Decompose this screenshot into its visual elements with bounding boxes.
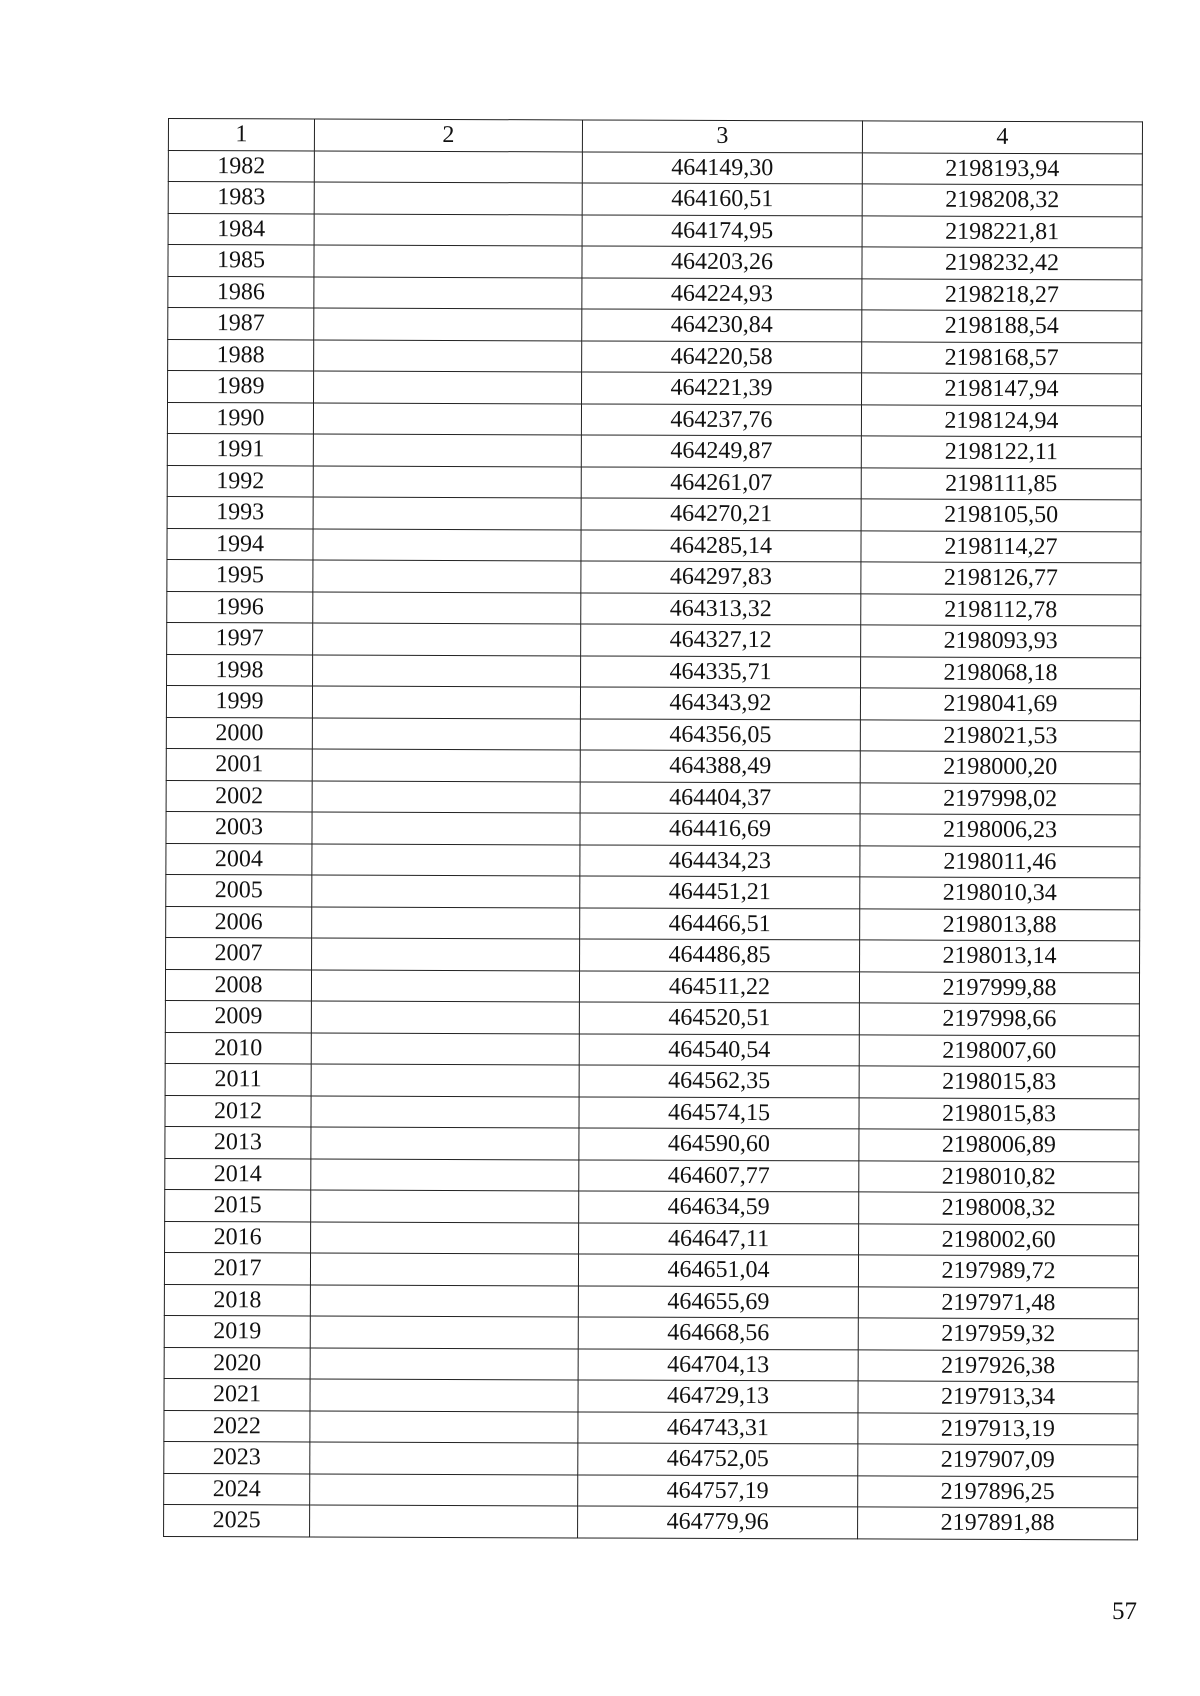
header-cell-2: 2 bbox=[314, 119, 582, 151]
point-number-cell: 2009 bbox=[165, 1000, 311, 1032]
point-number-cell: 2022 bbox=[164, 1410, 310, 1442]
y-coordinate-cell: 2198122,11 bbox=[861, 436, 1141, 468]
empty-cell bbox=[313, 560, 581, 592]
table-row bbox=[167, 591, 1141, 626]
x-coordinate-cell: 464729,13 bbox=[578, 1380, 858, 1412]
point-number-cell: 1987 bbox=[168, 308, 314, 340]
y-coordinate-cell: 2198015,83 bbox=[859, 1097, 1139, 1129]
x-coordinate-cell: 464757,19 bbox=[578, 1474, 858, 1506]
table-row bbox=[166, 811, 1140, 846]
table-row bbox=[166, 717, 1140, 752]
y-coordinate-cell: 2197926,38 bbox=[858, 1349, 1138, 1381]
x-coordinate-cell: 464343,92 bbox=[580, 687, 860, 719]
table-row bbox=[165, 1095, 1139, 1130]
point-number-cell: 2025 bbox=[164, 1504, 310, 1536]
empty-cell bbox=[312, 749, 580, 781]
empty-cell bbox=[311, 1033, 579, 1065]
table-row bbox=[164, 1252, 1138, 1287]
point-number-cell: 2004 bbox=[166, 843, 312, 875]
point-number-cell: 2015 bbox=[165, 1189, 311, 1221]
table-row bbox=[164, 1504, 1138, 1539]
point-number-cell: 2000 bbox=[166, 717, 312, 749]
x-coordinate-cell: 464647,11 bbox=[579, 1222, 859, 1254]
y-coordinate-cell: 2198021,53 bbox=[860, 719, 1140, 751]
empty-cell bbox=[314, 182, 582, 214]
point-number-cell: 1989 bbox=[168, 371, 314, 403]
page-number: 57 bbox=[1112, 1598, 1137, 1625]
x-coordinate-cell: 464261,07 bbox=[581, 466, 861, 498]
y-coordinate-cell: 2198208,32 bbox=[862, 184, 1142, 216]
table-row bbox=[167, 622, 1141, 657]
y-coordinate-cell: 2198114,27 bbox=[861, 530, 1141, 562]
y-coordinate-cell: 2198010,82 bbox=[859, 1160, 1139, 1192]
table-row bbox=[165, 1189, 1139, 1224]
table-row bbox=[164, 1378, 1138, 1413]
table-row bbox=[164, 1473, 1138, 1508]
point-number-cell: 1997 bbox=[167, 622, 313, 654]
table-row bbox=[165, 1158, 1139, 1193]
x-coordinate-cell: 464486,85 bbox=[580, 939, 860, 971]
point-number-cell: 2020 bbox=[164, 1347, 310, 1379]
empty-cell bbox=[311, 1222, 579, 1254]
empty-cell bbox=[314, 214, 582, 246]
table-header bbox=[168, 119, 1142, 154]
y-coordinate-cell: 2198188,54 bbox=[862, 310, 1142, 342]
table-row bbox=[166, 937, 1140, 972]
x-coordinate-cell: 464327,12 bbox=[581, 624, 861, 656]
empty-cell bbox=[314, 151, 582, 183]
y-coordinate-cell: 2197999,88 bbox=[859, 971, 1139, 1003]
table-row bbox=[165, 1063, 1139, 1098]
empty-cell bbox=[314, 340, 582, 372]
table-row bbox=[166, 906, 1140, 941]
x-coordinate-cell: 464404,37 bbox=[580, 781, 860, 813]
y-coordinate-cell: 2198002,60 bbox=[859, 1223, 1139, 1255]
point-number-cell: 2017 bbox=[164, 1252, 310, 1284]
empty-cell bbox=[313, 466, 581, 498]
y-coordinate-cell: 2198006,89 bbox=[859, 1129, 1139, 1161]
table-row bbox=[168, 308, 1142, 343]
empty-cell bbox=[312, 907, 580, 939]
empty-cell bbox=[310, 1348, 578, 1380]
empty-cell bbox=[311, 1159, 579, 1191]
empty-cell bbox=[311, 970, 579, 1002]
y-coordinate-cell: 2198010,34 bbox=[860, 877, 1140, 909]
y-coordinate-cell: 2197913,34 bbox=[858, 1381, 1138, 1413]
x-coordinate-cell: 464285,14 bbox=[581, 529, 861, 561]
x-coordinate-cell: 464224,93 bbox=[582, 277, 862, 309]
empty-cell bbox=[313, 434, 581, 466]
y-coordinate-cell: 2197891,88 bbox=[858, 1507, 1138, 1539]
table-row bbox=[165, 1126, 1139, 1161]
y-coordinate-cell: 2198126,77 bbox=[861, 562, 1141, 594]
coordinates-table bbox=[163, 118, 1143, 1540]
table-row bbox=[164, 1315, 1138, 1350]
header-cell-3: 3 bbox=[582, 120, 862, 152]
empty-cell bbox=[314, 371, 582, 403]
point-number-cell: 2024 bbox=[164, 1473, 310, 1505]
table-row bbox=[168, 245, 1142, 280]
x-coordinate-cell: 464313,32 bbox=[581, 592, 861, 624]
point-number-cell: 2001 bbox=[166, 748, 312, 780]
empty-cell bbox=[310, 1474, 578, 1506]
table-row bbox=[168, 150, 1142, 185]
y-coordinate-cell: 2197971,48 bbox=[858, 1286, 1138, 1318]
empty-cell bbox=[314, 245, 582, 277]
x-coordinate-cell: 464511,22 bbox=[579, 970, 859, 1002]
empty-cell bbox=[314, 308, 582, 340]
table-row bbox=[167, 402, 1141, 437]
point-number-cell: 2003 bbox=[166, 811, 312, 843]
point-number-cell: 1995 bbox=[167, 559, 313, 591]
point-number-cell: 1993 bbox=[167, 496, 313, 528]
empty-cell bbox=[313, 403, 581, 435]
empty-cell bbox=[310, 1411, 578, 1443]
y-coordinate-cell: 2198112,78 bbox=[861, 593, 1141, 625]
empty-cell bbox=[311, 1001, 579, 1033]
empty-cell bbox=[312, 812, 580, 844]
x-coordinate-cell: 464607,77 bbox=[579, 1159, 859, 1191]
empty-cell bbox=[312, 781, 580, 813]
empty-cell bbox=[314, 277, 582, 309]
y-coordinate-cell: 2198013,88 bbox=[860, 908, 1140, 940]
empty-cell bbox=[310, 1316, 578, 1348]
x-coordinate-cell: 464451,21 bbox=[580, 876, 860, 908]
x-coordinate-cell: 464221,39 bbox=[582, 372, 862, 404]
point-number-cell: 2014 bbox=[165, 1158, 311, 1190]
table-row bbox=[167, 433, 1141, 468]
empty-cell bbox=[313, 592, 581, 624]
point-number-cell: 2021 bbox=[164, 1378, 310, 1410]
table-row bbox=[166, 685, 1140, 720]
y-coordinate-cell: 2198041,69 bbox=[860, 688, 1140, 720]
table-row bbox=[166, 780, 1140, 815]
table-row bbox=[168, 276, 1142, 311]
y-coordinate-cell: 2198221,81 bbox=[862, 215, 1142, 247]
table-row bbox=[168, 339, 1142, 374]
header-cell-4: 4 bbox=[862, 121, 1142, 153]
x-coordinate-cell: 464249,87 bbox=[581, 435, 861, 467]
empty-cell bbox=[311, 1190, 579, 1222]
empty-cell bbox=[312, 938, 580, 970]
y-coordinate-cell: 2197998,66 bbox=[859, 1003, 1139, 1035]
table-row bbox=[165, 1000, 1139, 1035]
point-number-cell: 2016 bbox=[165, 1221, 311, 1253]
point-number-cell: 1990 bbox=[167, 402, 313, 434]
y-coordinate-cell: 2197959,32 bbox=[858, 1318, 1138, 1350]
point-number-cell: 2008 bbox=[165, 969, 311, 1001]
point-number-cell: 1982 bbox=[168, 150, 314, 182]
table-body bbox=[164, 150, 1143, 1539]
x-coordinate-cell: 464356,05 bbox=[580, 718, 860, 750]
empty-cell bbox=[312, 875, 580, 907]
table-row bbox=[165, 1032, 1139, 1067]
empty-cell bbox=[313, 529, 581, 561]
x-coordinate-cell: 464434,23 bbox=[580, 844, 860, 876]
empty-cell bbox=[313, 497, 581, 529]
point-number-cell: 2023 bbox=[164, 1441, 310, 1473]
y-coordinate-cell: 2198111,85 bbox=[861, 467, 1141, 499]
x-coordinate-cell: 464574,15 bbox=[579, 1096, 859, 1128]
point-number-cell: 1985 bbox=[168, 245, 314, 277]
point-number-cell: 1984 bbox=[168, 213, 314, 245]
y-coordinate-cell: 2198008,32 bbox=[859, 1192, 1139, 1224]
x-coordinate-cell: 464270,21 bbox=[581, 498, 861, 530]
x-coordinate-cell: 464203,26 bbox=[582, 246, 862, 278]
y-coordinate-cell: 2198011,46 bbox=[860, 845, 1140, 877]
table-row bbox=[164, 1284, 1138, 1319]
empty-cell bbox=[310, 1442, 578, 1474]
y-coordinate-cell: 2198093,93 bbox=[861, 625, 1141, 657]
table-row bbox=[167, 559, 1141, 594]
x-coordinate-cell: 464388,49 bbox=[580, 750, 860, 782]
x-coordinate-cell: 464540,54 bbox=[579, 1033, 859, 1065]
empty-cell bbox=[313, 655, 581, 687]
header-cell-1: 1 bbox=[168, 119, 314, 151]
y-coordinate-cell: 2198000,20 bbox=[860, 751, 1140, 783]
point-number-cell: 2010 bbox=[165, 1032, 311, 1064]
x-coordinate-cell: 464335,71 bbox=[581, 655, 861, 687]
point-number-cell: 2011 bbox=[165, 1063, 311, 1095]
y-coordinate-cell: 2198013,14 bbox=[860, 940, 1140, 972]
y-coordinate-cell: 2198105,50 bbox=[861, 499, 1141, 531]
point-number-cell: 1988 bbox=[168, 339, 314, 371]
empty-cell bbox=[311, 1064, 579, 1096]
x-coordinate-cell: 464520,51 bbox=[579, 1002, 859, 1034]
y-coordinate-cell: 2197913,19 bbox=[858, 1412, 1138, 1444]
x-coordinate-cell: 464160,51 bbox=[582, 183, 862, 215]
empty-cell bbox=[313, 623, 581, 655]
table-row bbox=[164, 1347, 1138, 1382]
x-coordinate-cell: 464174,95 bbox=[582, 214, 862, 246]
point-number-cell: 2019 bbox=[164, 1315, 310, 1347]
table-row bbox=[165, 1221, 1139, 1256]
x-coordinate-cell: 464651,04 bbox=[578, 1254, 858, 1286]
x-coordinate-cell: 464655,69 bbox=[578, 1285, 858, 1317]
table-row bbox=[164, 1441, 1138, 1476]
point-number-cell: 2007 bbox=[166, 937, 312, 969]
point-number-cell: 2005 bbox=[166, 874, 312, 906]
point-number-cell: 2013 bbox=[165, 1126, 311, 1158]
point-number-cell: 1992 bbox=[167, 465, 313, 497]
x-coordinate-cell: 464704,13 bbox=[578, 1348, 858, 1380]
table-row bbox=[168, 213, 1142, 248]
empty-cell bbox=[311, 1127, 579, 1159]
x-coordinate-cell: 464230,84 bbox=[582, 309, 862, 341]
y-coordinate-cell: 2197896,25 bbox=[858, 1475, 1138, 1507]
point-number-cell: 2012 bbox=[165, 1095, 311, 1127]
point-number-cell: 2006 bbox=[166, 906, 312, 938]
empty-cell bbox=[311, 1096, 579, 1128]
point-number-cell: 1986 bbox=[168, 276, 314, 308]
table-row bbox=[168, 182, 1142, 217]
y-coordinate-cell: 2197998,02 bbox=[860, 782, 1140, 814]
x-coordinate-cell: 464149,30 bbox=[582, 151, 862, 183]
table-row bbox=[166, 748, 1140, 783]
x-coordinate-cell: 464416,69 bbox=[580, 813, 860, 845]
empty-cell bbox=[312, 686, 580, 718]
x-coordinate-cell: 464297,83 bbox=[581, 561, 861, 593]
point-number-cell: 1996 bbox=[167, 591, 313, 623]
y-coordinate-cell: 2198193,94 bbox=[862, 152, 1142, 184]
y-coordinate-cell: 2197989,72 bbox=[858, 1255, 1138, 1287]
table-row bbox=[168, 371, 1142, 406]
y-coordinate-cell: 2197907,09 bbox=[858, 1444, 1138, 1476]
x-coordinate-cell: 464590,60 bbox=[579, 1128, 859, 1160]
table-row bbox=[167, 528, 1141, 563]
table-row bbox=[166, 874, 1140, 909]
empty-cell bbox=[310, 1253, 578, 1285]
point-number-cell: 1983 bbox=[168, 182, 314, 214]
y-coordinate-cell: 2198007,60 bbox=[859, 1034, 1139, 1066]
y-coordinate-cell: 2198015,83 bbox=[859, 1066, 1139, 1098]
x-coordinate-cell: 464743,31 bbox=[578, 1411, 858, 1443]
y-coordinate-cell: 2198168,57 bbox=[862, 341, 1142, 373]
x-coordinate-cell: 464634,59 bbox=[579, 1191, 859, 1223]
point-number-cell: 2002 bbox=[166, 780, 312, 812]
point-number-cell: 1994 bbox=[167, 528, 313, 560]
y-coordinate-cell: 2198147,94 bbox=[862, 373, 1142, 405]
x-coordinate-cell: 464668,56 bbox=[578, 1317, 858, 1349]
table-row bbox=[165, 969, 1139, 1004]
table-row bbox=[166, 843, 1140, 878]
table-row bbox=[164, 1410, 1138, 1445]
point-number-cell: 1998 bbox=[167, 654, 313, 686]
x-coordinate-cell: 464779,96 bbox=[578, 1506, 858, 1538]
x-coordinate-cell: 464466,51 bbox=[580, 907, 860, 939]
x-coordinate-cell: 464220,58 bbox=[582, 340, 862, 372]
point-number-cell: 2018 bbox=[164, 1284, 310, 1316]
y-coordinate-cell: 2198006,23 bbox=[860, 814, 1140, 846]
empty-cell bbox=[310, 1379, 578, 1411]
y-coordinate-cell: 2198068,18 bbox=[861, 656, 1141, 688]
point-number-cell: 1999 bbox=[166, 685, 312, 717]
empty-cell bbox=[312, 844, 580, 876]
y-coordinate-cell: 2198232,42 bbox=[862, 247, 1142, 279]
point-number-cell: 1991 bbox=[167, 433, 313, 465]
x-coordinate-cell: 464562,35 bbox=[579, 1065, 859, 1097]
y-coordinate-cell: 2198218,27 bbox=[862, 278, 1142, 310]
table-row bbox=[167, 496, 1141, 531]
table-row bbox=[167, 654, 1141, 689]
y-coordinate-cell: 2198124,94 bbox=[861, 404, 1141, 436]
empty-cell bbox=[310, 1505, 578, 1537]
x-coordinate-cell: 464752,05 bbox=[578, 1443, 858, 1475]
table-row bbox=[167, 465, 1141, 500]
empty-cell bbox=[310, 1285, 578, 1317]
x-coordinate-cell: 464237,76 bbox=[581, 403, 861, 435]
header-row bbox=[168, 119, 1142, 154]
empty-cell bbox=[312, 718, 580, 750]
